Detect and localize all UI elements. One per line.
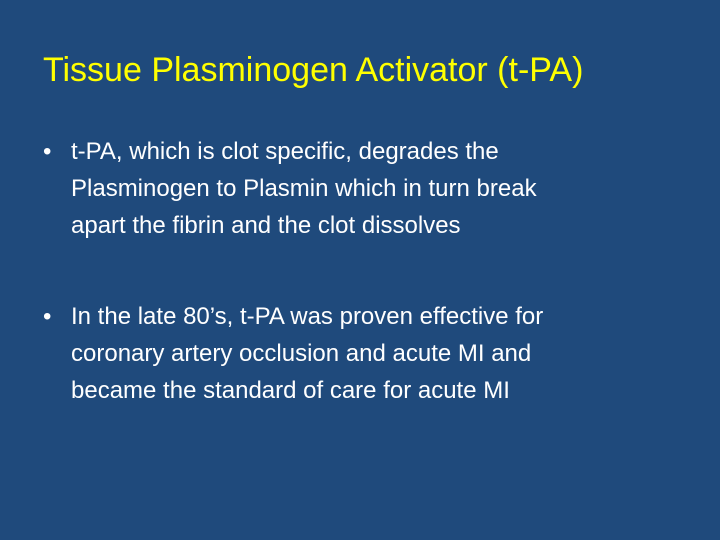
bullet-item-tpa-mechanism (43, 133, 683, 244)
bullet-line: apart the fibrin and the clot dissolves (71, 212, 461, 239)
bullet-line: t-PA, which is clot specific, degrades the (71, 138, 499, 165)
bullet-list (43, 133, 683, 409)
bullet-item-tpa-history (43, 298, 683, 409)
slide-title: Tissue Plasminogen Activator (t-PA) (43, 51, 584, 89)
bullet-line: coronary artery occlusion and acute MI and (71, 340, 532, 367)
bullet-line: In the late 80’s, t-PA was proven effective for (71, 303, 544, 330)
bullet-line: became the standard of care for acute MI (71, 377, 510, 404)
bullet-line: Plasminogen to Plasmin which in turn break (71, 175, 537, 202)
bullet-marker: • (43, 138, 52, 165)
bullet-marker: • (43, 303, 52, 330)
